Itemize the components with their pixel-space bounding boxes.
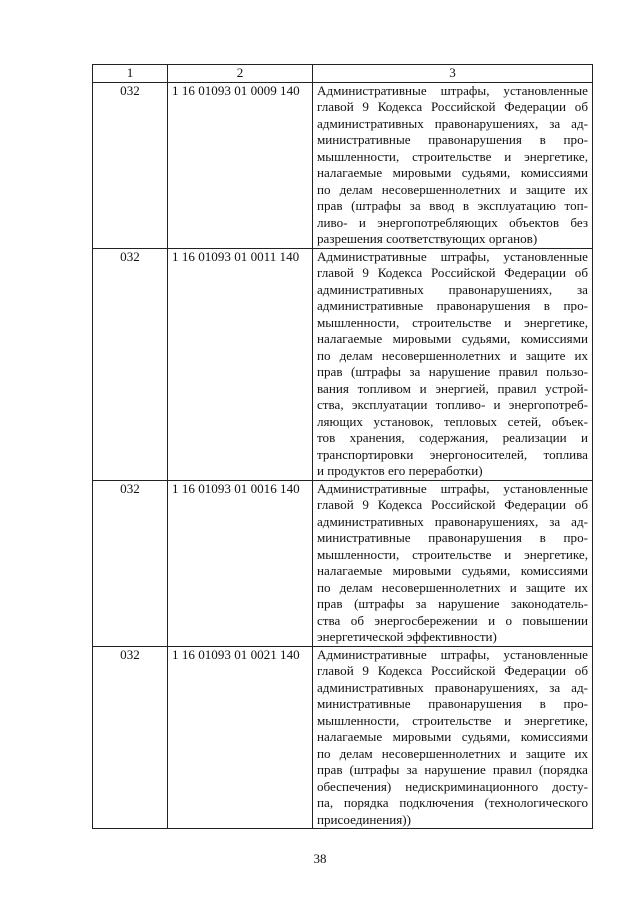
description-line: прав (штрафы за ввод в эксплуатацию топ- xyxy=(317,198,588,213)
admin-code-cell: 032 xyxy=(93,646,168,829)
description-line: энергетической эффективности) xyxy=(317,629,497,644)
description-line: по делам несовершеннолетних и защите их xyxy=(317,347,588,363)
description-line: вания топливом и энергией, правил устрой- xyxy=(317,380,588,396)
table-row xyxy=(93,82,593,248)
description-cell xyxy=(313,82,593,248)
description-line: по делам несовершеннолетних и защите их xyxy=(317,745,588,761)
description-line: Административные штрафы, установленные xyxy=(317,480,588,496)
header-col-2: 2 xyxy=(168,65,313,83)
description-line: налагаемые мировыми судьями, комиссиями xyxy=(317,165,588,180)
description-line: административных правонарушениях, за ад- xyxy=(317,115,588,131)
description-line: по делам несовершеннолетних и защите их xyxy=(317,181,588,197)
description-line: министративные правонарушения в про- xyxy=(317,696,588,711)
header-col-1: 1 xyxy=(93,65,168,83)
budget-code-cell: 1 16 01093 01 0011 140 xyxy=(168,248,313,480)
table-row xyxy=(93,646,593,829)
description-line: Административные штрафы, установленные xyxy=(317,82,588,98)
description-line: Административные штрафы, установленные xyxy=(317,248,588,264)
description-cell xyxy=(313,646,593,829)
description-line: транспортировки энергоносителей, топлива xyxy=(317,446,588,462)
description-cell xyxy=(313,480,593,646)
budget-code-cell: 1 16 01093 01 0016 140 xyxy=(168,480,313,646)
description-line: ства, эксплуатации топливо- и энергопотреб- xyxy=(317,397,588,412)
description-cell xyxy=(313,248,593,480)
page-number: 38 xyxy=(313,851,327,866)
description-line: главой 9 Кодекса Российской Федерации об xyxy=(317,265,588,280)
table-header-row xyxy=(93,65,593,83)
description-line: административных правонарушениях, за ад- xyxy=(317,513,588,529)
description-line: прав (штрафы за нарушение законодатель- xyxy=(317,596,588,611)
description-line: по делам несовершеннолетних и защите их xyxy=(317,579,588,595)
table-row xyxy=(93,248,593,480)
description-line: министративные правонарушения в про- xyxy=(317,530,588,545)
description-line: главой 9 Кодекса Российской Федерации об xyxy=(317,99,588,114)
description-line: мышленности, строительстве и энергетике, xyxy=(317,546,588,562)
description-line: обеспечения) недискриминационного досту- xyxy=(317,778,588,794)
description-line: присоединения)) xyxy=(317,811,411,827)
table-row xyxy=(93,480,593,646)
description-line: главой 9 Кодекса Российской Федерации об xyxy=(317,663,588,678)
admin-code-cell: 032 xyxy=(93,82,168,248)
description-line: ляющих установок, тепловых сетей, объек- xyxy=(317,413,588,429)
description-line: мышленности, строительстве и энергетике, xyxy=(317,148,588,164)
description-line: министративные правонарушения в про- xyxy=(317,132,588,147)
budget-code-cell: 1 16 01093 01 0009 140 xyxy=(168,82,313,248)
description-line: мышленности, строительстве и энергетике, xyxy=(317,712,588,728)
description-line: тов хранения, содержания, реализации и xyxy=(317,430,588,445)
description-line: прав (штрафы за нарушение правил (порядка xyxy=(317,762,588,777)
description-line: мышленности, строительстве и энергетике, xyxy=(317,314,588,330)
description-line: административные правонарушения в про- xyxy=(317,298,588,313)
description-line: налагаемые мировыми судьями, комиссиями xyxy=(317,331,588,346)
description-line: ливо- и энергопотребляющих объектов без xyxy=(317,214,588,230)
description-line: ства об энергосбережении и о повышении xyxy=(317,612,588,628)
description-line: налагаемые мировыми судьями, комиссиями xyxy=(317,729,588,744)
description-line: па, порядка подключения (технологического xyxy=(317,795,588,810)
fines-table xyxy=(92,64,593,829)
description-line: административных правонарушениях, за xyxy=(317,281,588,297)
description-line: разрешения соответствующих органов) xyxy=(317,231,538,246)
description-line: и продуктов его переработки) xyxy=(317,463,483,478)
description-line: налагаемые мировыми судьями, комиссиями xyxy=(317,563,588,578)
budget-code-cell: 1 16 01093 01 0021 140 xyxy=(168,646,313,829)
admin-code-cell: 032 xyxy=(93,480,168,646)
description-line: главой 9 Кодекса Российской Федерации об xyxy=(317,497,588,512)
header-col-3: 3 xyxy=(313,65,593,83)
description-line: Административные штрафы, установленные xyxy=(317,646,588,662)
description-line: административных правонарушениях, за ад- xyxy=(317,679,588,695)
description-line: прав (штрафы за нарушение правил пользо- xyxy=(317,364,588,379)
admin-code-cell: 032 xyxy=(93,248,168,480)
